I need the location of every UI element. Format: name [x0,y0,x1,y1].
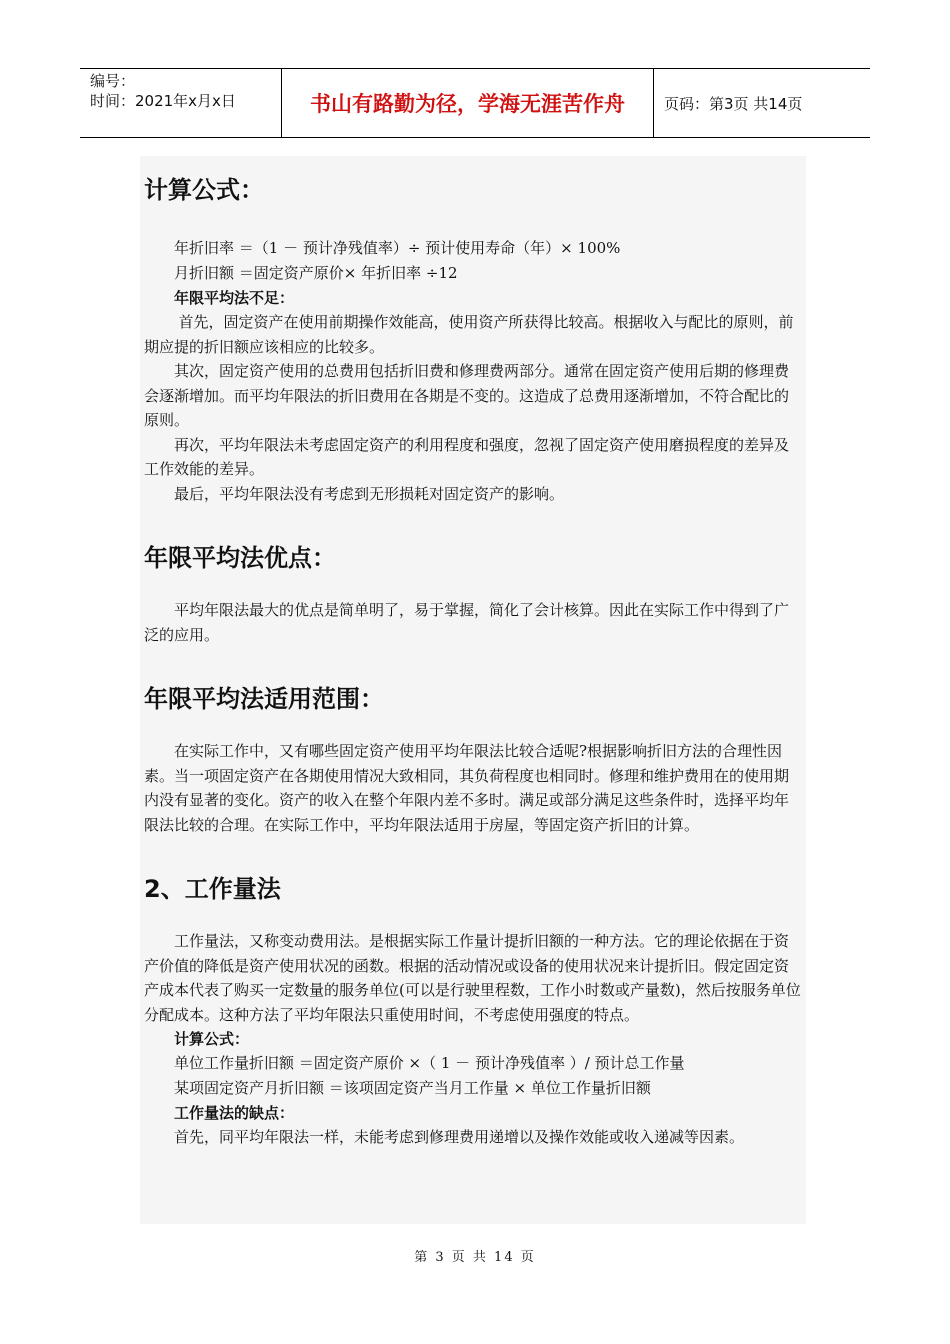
section-heading-advantage: 年限平均法优点： [144,544,336,572]
header-motto: 书山有路勤为径，学海无涯苦作舟 [282,69,654,137]
document-number-label: 编号： [90,72,136,90]
paragraph-workload-weakness: 首先，同平均年限法一样，未能考虑到修理费用递增以及操作效能或收入递减等因素。 [174,1128,745,1146]
paragraph-weakness-2: 其次，固定资产使用的总费用包括折旧费和修理费两部分。通常在固定资产使用后期的修理费会逐渐增加。而平均年限法的折旧费用在各期是不变的。这造成了总费用逐渐增加，不符合配比的原则。 [144,362,790,429]
header-meta [80,69,282,137]
section-heading-formula: 计算公式： [144,176,264,204]
subheading-workload-formula: 计算公式： [174,1030,250,1048]
paragraph-weakness-1: 首先，固定资产在使用前期操作效能高，使用资产所获得比较高。根据收入与配比的原则，前期应提的折旧额应该相应的比较多。 [144,313,794,356]
formula-annual-rate: 年折旧率 ＝（1 － 预计净残值率）÷ 预计使用寿命（年）× 100% [174,239,621,257]
subheading-weakness: 年限平均法不足： [174,289,295,307]
formula-monthly-amount: 月折旧额 ＝固定资产原价× 年折旧率 ÷12 [174,264,458,282]
paragraph-advantage: 平均年限法最大的优点是简单明了，易于掌握，简化了会计核算。因此在实际工作中得到了广泛的应用。 [144,601,790,644]
paragraph-scope: 在实际工作中，又有哪些固定资产使用平均年限法比较合适呢?根据影响折旧方法的合理性因素。当一项固定资产在各期使用情况大致相同，其负荷程度也相同时。修理和维护费用在的使用期内没有显著的变化。资产的收入在整个年限内差不多时。满足或部分满足这些条件时，选择平均年限法比较的合理。在实际工作中，平均年限法适用于房屋，等固定资产折旧的计算。 [144,742,790,834]
page-footer: 第 3 页 共 14 页 [414,1250,536,1265]
formula-monthly-workload: 某项固定资产月折旧额 ＝该项固定资产当月工作量 × 单位工作量折旧额 [174,1079,651,1097]
subheading-workload-weakness: 工作量法的缺点： [174,1104,295,1122]
header-page-code: 页码：第3页 共14页 [664,94,803,113]
paragraph-workload: 工作量法，又称变动费用法。是根据实际工作量计提折旧额的一种方法。它的理论依据在于资产价值的降低是资产使用状况的函数。根据的活动情况或设备的使用状况来计提折旧。假定固定资产成本代表了购买一定数量的服务单位(可以是行驶里程数，工作小时数或产量数)，然后按服务单位分配成本。这种方法了平均年限法只重使用时间，不考虑使用强度的特点。 [144,932,801,1024]
formula-unit-workload: 单位工作量折旧额 ＝固定资产原价 ×（ 1 － 预计净残值率 ）/ 预计总工作量 [174,1054,685,1072]
document-time-label: 时间：2021年x月x日 [90,92,236,110]
section-heading-workload: 2、工作量法 [144,875,281,903]
paragraph-weakness-3: 再次，平均年限法未考虑固定资产的利用程度和强度，忽视了固定资产使用磨损程度的差异及工作效能的差异。 [144,435,790,478]
section-heading-scope: 年限平均法适用范围： [144,685,384,713]
page-header [80,68,870,138]
paragraph-weakness-4: 最后，平均年限法没有考虑到无形损耗对固定资产的影响。 [174,484,565,503]
document-body [140,156,806,1224]
